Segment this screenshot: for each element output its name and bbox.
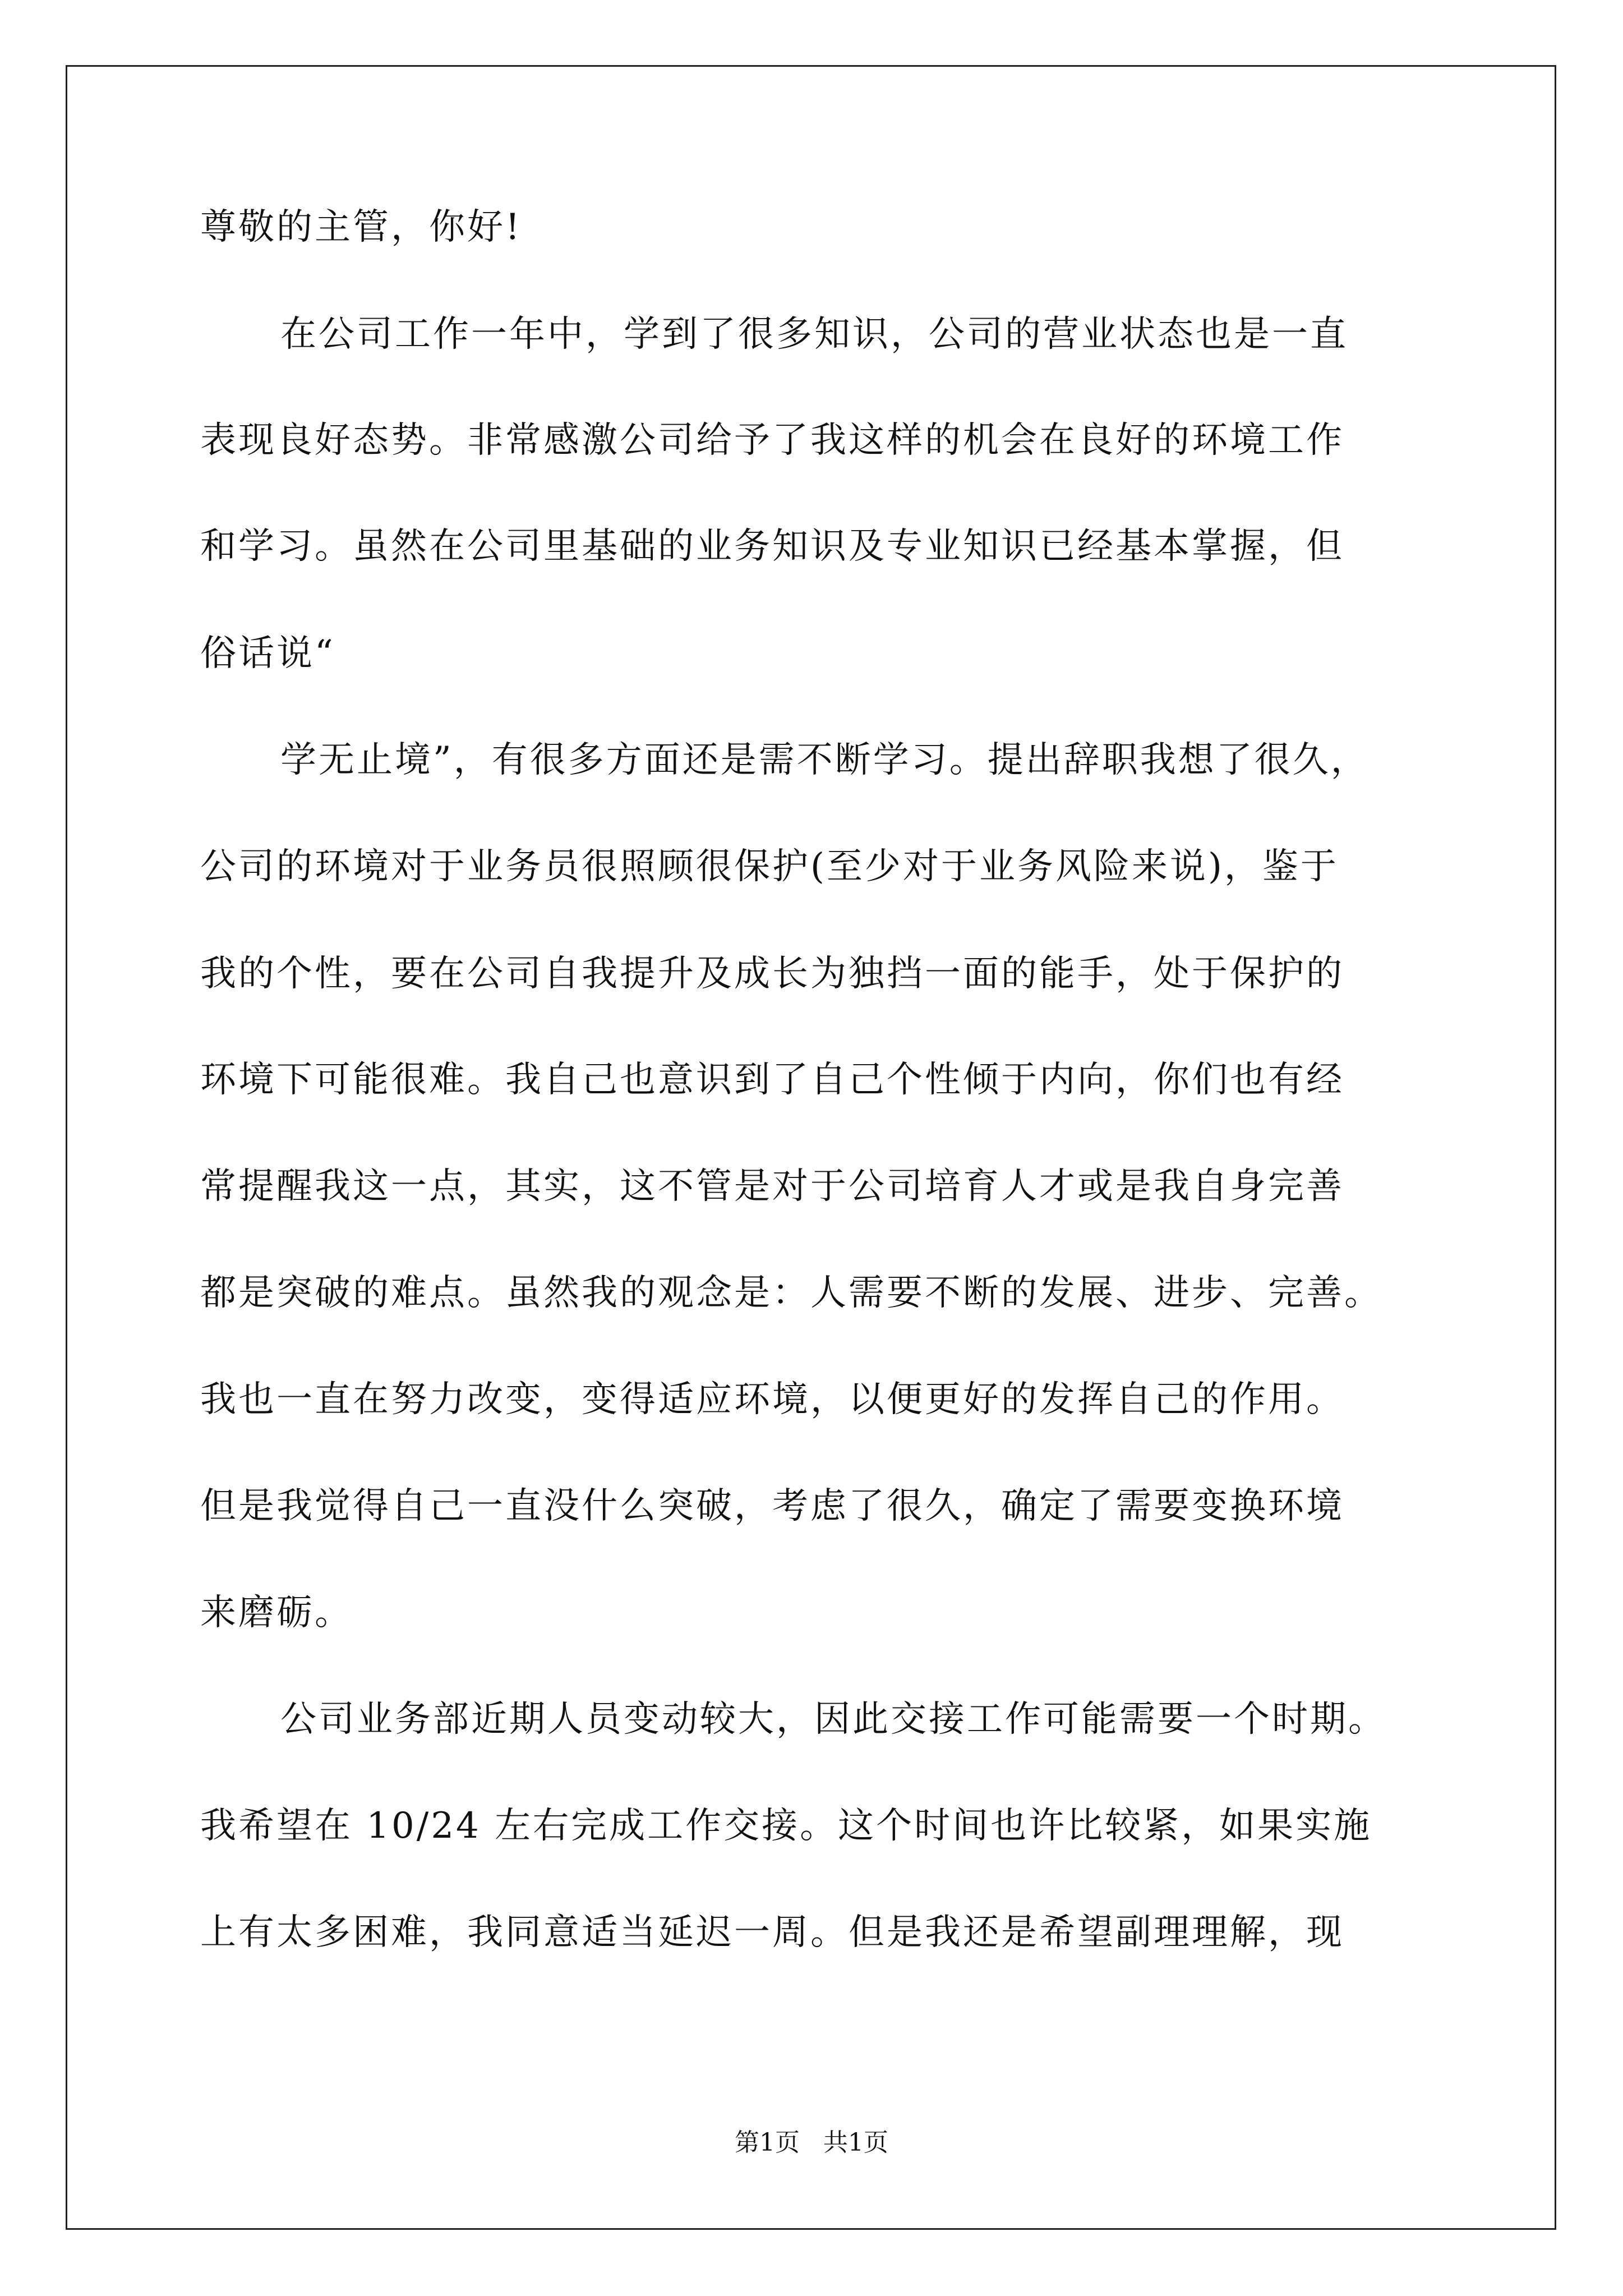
paragraph-line: 但是我觉得自己一直没什么突破，考虑了很久，确定了需要变换环境 [200,1485,1344,1527]
paragraph-line: 在公司工作一年中，学到了很多知识，公司的营业状态也是一直 [280,314,1348,355]
paragraph-line: 常提醒我这一点，其实，这不管是对于公司培育人才或是我自身完善 [200,1166,1344,1207]
page-border [66,65,1556,2230]
paragraph-line: 环境下可能很难。我自己也意识到了自己个性倾于内向，你们也有经 [200,1059,1344,1101]
paragraph-line: 俗话说“ [200,633,335,674]
paragraph-line: 我希望在 10/24 左右完成工作交接。这个时间也许比较紧，如果实施 [200,1805,1372,1847]
paragraph-line: 来磨砺。 [200,1592,353,1634]
paragraph-line: 都是突破的难点。虽然我的观念是：人需要不断的发展、进步、完善。 [200,1272,1382,1314]
paragraph-line: 公司业务部近期人员变动较大，因此交接工作可能需要一个时期。 [280,1699,1386,1740]
paragraph-line: 表现良好态势。非常感激公司给予了我这样的机会在良好的环境工作 [200,420,1344,461]
paragraph-line: 学无止境”，有很多方面还是需不断学习。提出辞职我想了很久， [280,739,1369,781]
paragraph-line: 和学习。虽然在公司里基础的业务知识及专业知识已经基本掌握，但 [200,526,1344,567]
paragraph-line: 上有太多困难，我同意适当延迟一周。但是我还是希望副理理解，现 [200,1912,1344,1953]
paragraph-line: 公司的环境对于业务员很照顾很保护(至少对于业务风险来说)，鉴于 [200,846,1339,887]
paragraph-line: 我也一直在努力改变，变得适应环境，以便更好的发挥自己的作用。 [200,1379,1344,1420]
salutation: 尊敬的主管，你好! [200,206,522,248]
paragraph-line: 我的个性，要在公司自我提升及成长为独挡一面的能手，处于保护的 [200,953,1344,995]
page-number-footer: 第1页 共1页 [735,2128,888,2157]
